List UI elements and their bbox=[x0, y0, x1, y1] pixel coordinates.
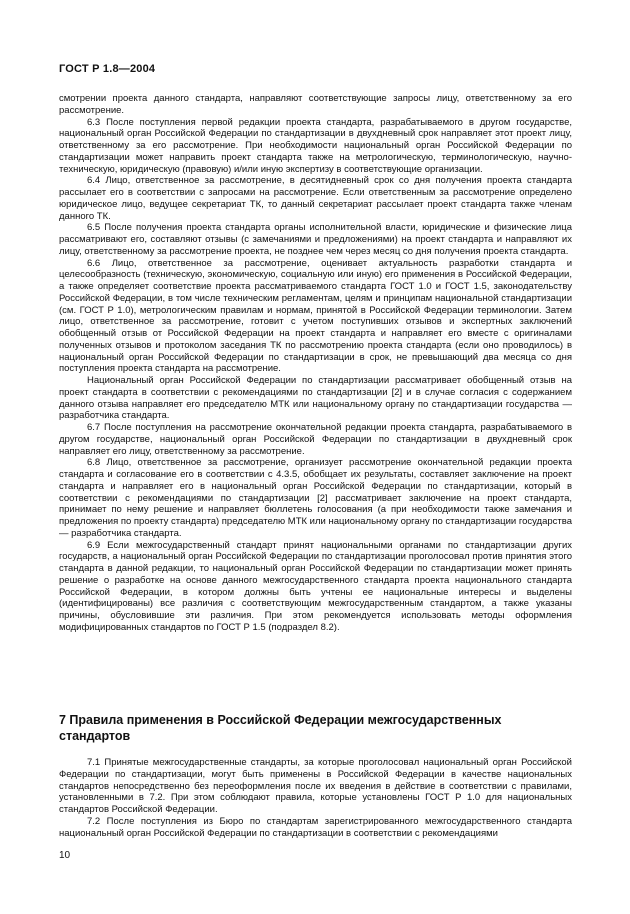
main-text bbox=[59, 93, 572, 634]
section-7-text bbox=[59, 757, 572, 839]
paragraph-6-4: 6.4 Лицо, ответственное за рассмотрение, в десятидневный срок со дня получения проекта стандарта рассылает его в соответствии с запросами на рассмотрение. Если ответственным за рассмотрение определено юридическое лицо, ведущее секретариат ТК, то данный секретариат рассылает проект стандарта также членам данного ТК. bbox=[59, 175, 572, 222]
paragraph-6-5: 6.5 После получения проекта стандарта органы исполнительной власти, юридические и физические лица рассматривают его, составляют отзывы (с замечаниями и предложениями) на проект стандарта и направляют их лицу, ответственному за рассмотрение проекта, не позднее чем через месяц со дня получения проекта стандарта. bbox=[59, 222, 572, 257]
paragraph-continuation: смотрении проекта данного стандарта, направляют соответствующие запросы лицу, ответственному за его рассмотрение. bbox=[59, 93, 572, 116]
paragraph-6-3: 6.3 После поступления первой редакции проекта стандарта, разрабатываемого в другом государстве, национальный орган Российской Федерации по стандартизации в двухдневный срок направляет этот проект лицу, ответственному за его рассмотрение. При необходимости национальный орган Российской Федерации по стандартизации может направить проект стандарта также на метрологическую, терминологическую, научно-техническую, юридическую (правовую) и/или иную экспертизу в соответствующие организации. bbox=[59, 116, 572, 175]
paragraph-6-6: 6.6 Лицо, ответственное за рассмотрение, оценивает актуальность разработки стандарта и целесообразность (техническую, экономическую, социальную или иную) его применения в Российской Федерации, а также определяет соответствие проекта рассматриваемого стандарта ГОСТ 1.0 и ГОСТ 1.5, законодательству Российской Федерации, в том числе техническим регламентам, целям и принципам национальной стандартизации (см. ГОСТ Р 1.0), метрологическим правилам и нормам, принятой в Российской Федерации терминологии. Затем лицо, ответственное за рассмотрение, готовит с учетом поступивших отзывов и экспертных заключений обобщенный отзыв от Российской Федерации на проект стандарта и направляет его вместе с оригиналами полученных отзывов и протоколом заседания ТК по рассмотрению проекта стандарта (если оно проводилось) в национальный орган Российской Федерации по стандартизации в срок, не превышающий два месяца со дня поступления проекта стандарта на рассмотрение. bbox=[59, 257, 572, 375]
paragraph-6-8: 6.8 Лицо, ответственное за рассмотрение, организует рассмотрение окончательной редакции проекта стандарта и согласование его в соответствии с 4.3.5, обобщает их результаты, составляет заключение на проект стандарта и направляет его в национальный орган Российской Федерации по стандартизации, который в соответствии с рекомендациями по стандартизации [2] рассматривает заключение на проект стандарта, принимает по нему решение и направляет бюллетень голосования (а при необходимости также замечания и предложения по проекту стандарта) председателю МТК или национальному органу по стандартизации государства — разработчика стандарта. bbox=[59, 457, 572, 539]
section-heading-7: 7 Правила применения в Российской Федерации межгосударственных стандартов bbox=[59, 713, 502, 743]
paragraph-7-1: 7.1 Принятые межгосударственные стандарты, за которые проголосовал национальный орган Российской Федерации по стандартизации, могут быть применены в Российской Федерации в качестве национальных стандартов непосредственно без переоформления после их введения в действие в соответствии с правилами, установленными в 7.2. При этом соблюдают правила, которые установлены ГОСТ Р 1.0 для национальных стандартов Российской Федерации. bbox=[59, 757, 572, 815]
standard-header: ГОСТ Р 1.8—2004 bbox=[59, 63, 156, 75]
paragraph-6-9: 6.9 Если межгосударственный стандарт принят национальными органами по стандартизации других государств, а национальный орган Российской Федерации по стандартизации проголосовал против принятия этого стандарта в данной редакции, то национальный орган Российской Федерации по стандартизации может принять решение о разработке на основе данного межгосударственного стандарта проекта национального стандарта Российской Федерации, в котором должны быть учтены ее национальные интересы и выделены (идентифицированы) все различия с соответствующим межгосударственным стандартом, а также указаны причины, обусловившие эти различия. При этом рекомендуется использовать методы оформления модифицированных стандартов по ГОСТ Р 1.5 (подраздел 8.2). bbox=[59, 539, 572, 633]
paragraph-6-7: 6.7 После поступления на рассмотрение окончательной редакции проекта стандарта, разрабатываемого в другом государстве, национальный орган Российской Федерации по стандартизации в двухдневный срок направляет его лицу, ответственному за рассмотрение. bbox=[59, 422, 572, 457]
paragraph-7-2: 7.2 После поступления из Бюро по стандартам зарегистрированного межгосударственного стандарта национальный орган Российской Федерации по стандартизации в соответствии с рекомендациями bbox=[59, 815, 572, 839]
page-number: 10 bbox=[59, 850, 71, 861]
paragraph-6-6-national-body: Национальный орган Российской Федерации по стандартизации рассматривает обобщенный отзыв на проект стандарта в соответствии с рекомендациями по стандартизации [2] и в случае согласия с содержанием данного отзыва направляет его председателю МТК или национальному органу по стандартизации государства — разработчика стандарта. bbox=[59, 375, 572, 422]
